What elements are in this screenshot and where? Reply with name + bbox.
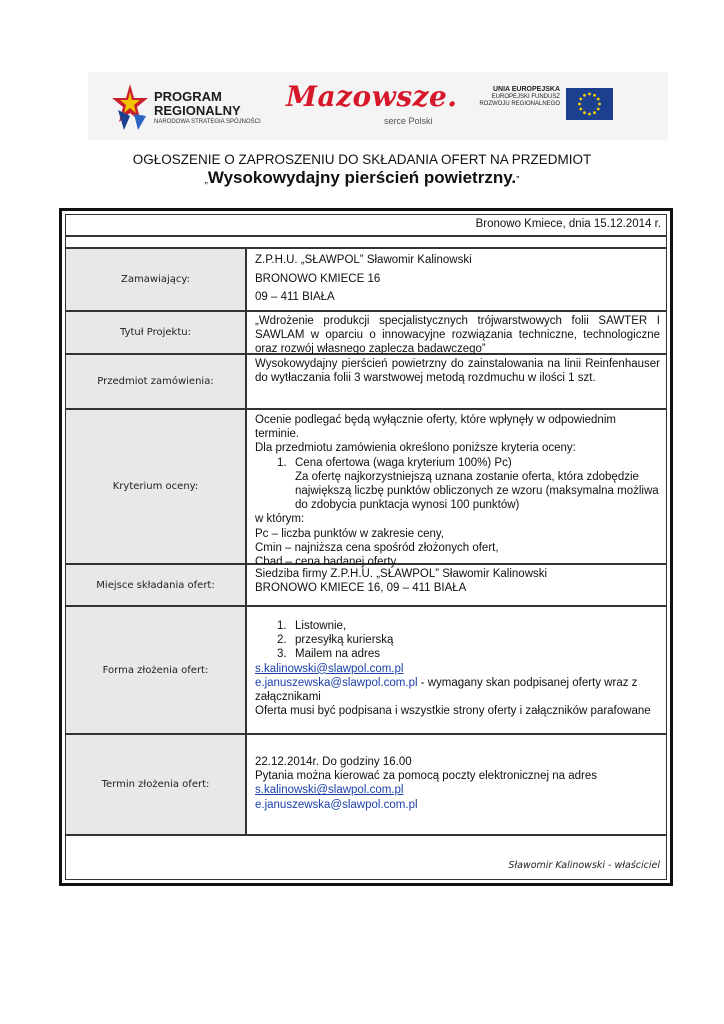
criteria-item-number: 1. xyxy=(277,456,287,469)
criteria-label-text: Kryterium oceny: xyxy=(112,481,199,492)
mazowsze-wordmark: Mazowsze. xyxy=(286,80,458,113)
submission-place-label-text: Miejsce składania ofert: xyxy=(96,579,215,591)
eu-flag-icon xyxy=(566,88,613,120)
criteria-item xyxy=(255,456,660,470)
method-number: 1. xyxy=(277,620,287,632)
submission-email-row2 xyxy=(255,676,660,704)
project-title-label-text: Tytuł Projektu: xyxy=(120,327,191,338)
star-logo-icon xyxy=(110,80,150,132)
criteria-intro1: Ocenie podlegać będą wyłącznie oferty, które wpłynęły w odpowiednim terminie. xyxy=(255,414,616,441)
deadline-label-text: Termin złożenia ofert: xyxy=(101,779,210,790)
eu-head: UNIA EUROPEJSKA xyxy=(492,86,560,93)
signature-row xyxy=(65,835,667,880)
signature: Sławomir Kalinowski - właściciel xyxy=(508,860,660,871)
ordering-party-label-text: Zamawiający: xyxy=(121,274,190,285)
ordering-party-address: BRONOWO KMIECE 16 xyxy=(255,272,381,285)
project-title-label xyxy=(65,311,246,354)
subject-text: Wysokowydajny pierścień powietrzny. xyxy=(207,168,517,187)
date-row xyxy=(65,214,667,236)
method-text: Listownie, xyxy=(295,620,347,632)
email-note: - wymagany skan podpisanej oferty wraz z załącznikami xyxy=(255,676,638,704)
program-logo-subtitle: NARODOWA STRATEGIA SPÓJNOŚCI xyxy=(154,119,261,125)
mazowsze-tagline: serce Polski xyxy=(384,116,433,126)
criteria-cbad: Cbad – cena badanej oferty xyxy=(255,556,397,569)
deadline-email-kalinowski[interactable]: s.kalinowski@slawpol.com.pl xyxy=(255,784,404,797)
ordering-party-value xyxy=(246,248,667,311)
submission-email-row1 xyxy=(255,662,660,676)
order-subject-label xyxy=(65,354,246,409)
criteria-item-text: Cena ofertowa (waga kryterium 100%) Pc) xyxy=(295,456,512,469)
method-text: Mailem na adres xyxy=(295,648,381,661)
email-link-januszewska[interactable]: e.januszewska@slawpol.com.pl xyxy=(255,676,418,689)
submission-form-label-text: Forma złożenia ofert: xyxy=(102,664,209,676)
email-link-kalinowski[interactable]: s.kalinowski@slawpol.com.pl xyxy=(255,662,404,675)
deadline-email-row1 xyxy=(255,783,660,797)
place-date: Bronowo Kmiece, dnia 15.12.2014 r. xyxy=(475,218,661,230)
criteria-label xyxy=(65,409,246,564)
deadline-info: Pytania można kierować za pomocą poczty elektronicznej na adres xyxy=(255,770,597,783)
order-subject-label-text: Przedmiot zamówienia: xyxy=(97,376,214,387)
submission-method-item xyxy=(255,619,660,633)
criteria-pc: Pc – liczba punktów w zakresie ceny, xyxy=(255,527,444,540)
submission-methods-list xyxy=(255,619,660,662)
submission-form-value xyxy=(246,606,667,734)
submission-place-line1: Siedziba firmy Z.P.H.U. „SŁAWPOL” Sławomir Kalinowski xyxy=(255,568,548,580)
submission-place-label xyxy=(65,564,246,606)
open-quote: „ xyxy=(204,175,208,186)
submission-method-item xyxy=(255,647,660,661)
deadline-date: 22.12.2014r. Do godziny 16.00 xyxy=(255,756,412,768)
project-title-value: „Wdrożenie produkcji specjalistycznych trójwarstwowych folii SAWTER I SAWLAM w oparciu o innowacyjne rozwiązania techniczne, technologiczne oraz rozwój własnego zaplecza badawczego” xyxy=(246,311,667,354)
deadline-email-januszewska[interactable]: e.januszewska@slawpol.com.pl xyxy=(255,798,418,811)
eu-line1: EUROPEJSKI FUNDUSZ xyxy=(491,93,560,100)
submission-place-value xyxy=(246,564,667,606)
subject-heading xyxy=(0,168,724,188)
program-logo-title: PROGRAM REGIONALNY xyxy=(154,89,241,118)
mazowsze-logo xyxy=(284,78,458,132)
close-quote: ” xyxy=(516,175,520,186)
eu-line2: ROZWOJU REGIONALNEGO xyxy=(479,101,560,107)
criteria-w-ktorym: w którym: xyxy=(255,513,305,526)
eu-logo-text xyxy=(468,86,560,109)
ordering-party-postcode: 09 – 411 BIAŁA xyxy=(255,291,335,303)
deadline-value xyxy=(246,734,667,835)
deadline-label xyxy=(65,734,246,835)
program-regionalny-logo xyxy=(110,80,290,132)
criteria-intro2: Dla przedmiotu zamówienia określono poniższe kryteria oceny: xyxy=(255,442,576,455)
ordering-party-name: Z.P.H.U. „SŁAWPOL” Sławomir Kalinowski xyxy=(255,254,472,266)
signing-note: Oferta musi być podpisana i wszystkie strony oferty i załączników parafowane xyxy=(255,705,651,718)
header-logos xyxy=(88,72,668,140)
method-number: 3. xyxy=(277,648,287,661)
announcement-heading: OGŁOSZENIE O ZAPROSZENIU DO SKŁADANIA OFERT NA PRZEDMIOT xyxy=(132,152,592,167)
criteria-cmin: Cmin – najniższa cena spośród złożonych ofert, xyxy=(255,541,499,554)
method-text: przesyłką kurierską xyxy=(295,634,394,647)
criteria-value xyxy=(246,409,667,569)
ordering-party-label xyxy=(65,248,246,311)
submission-method-item xyxy=(255,633,660,647)
spacer-row xyxy=(65,236,667,248)
criteria-item-desc: Za ofertę najkorzystniejszą uznana zostanie oferta, która zdobędzie największą liczbę punktów obliczonych ze wzoru (maksymalna możliwa do zdobycia punktacja wynosi 100 punktów) xyxy=(295,470,659,512)
offer-table xyxy=(59,208,673,886)
eu-logo xyxy=(468,86,658,122)
deadline-email-row2 xyxy=(255,798,660,812)
submission-place-line2: BRONOWO KMIECE 16, 09 – 411 BIAŁA xyxy=(255,582,467,595)
submission-form-label xyxy=(65,606,246,734)
method-number: 2. xyxy=(277,634,287,647)
order-subject-value: Wysokowydajny pierścień powietrzny do zainstalowania na linii Reinfenhauser do wytłaczania folii 3 warstwowej metodą rozdmuchu w ilości 1 szt. xyxy=(246,354,667,409)
